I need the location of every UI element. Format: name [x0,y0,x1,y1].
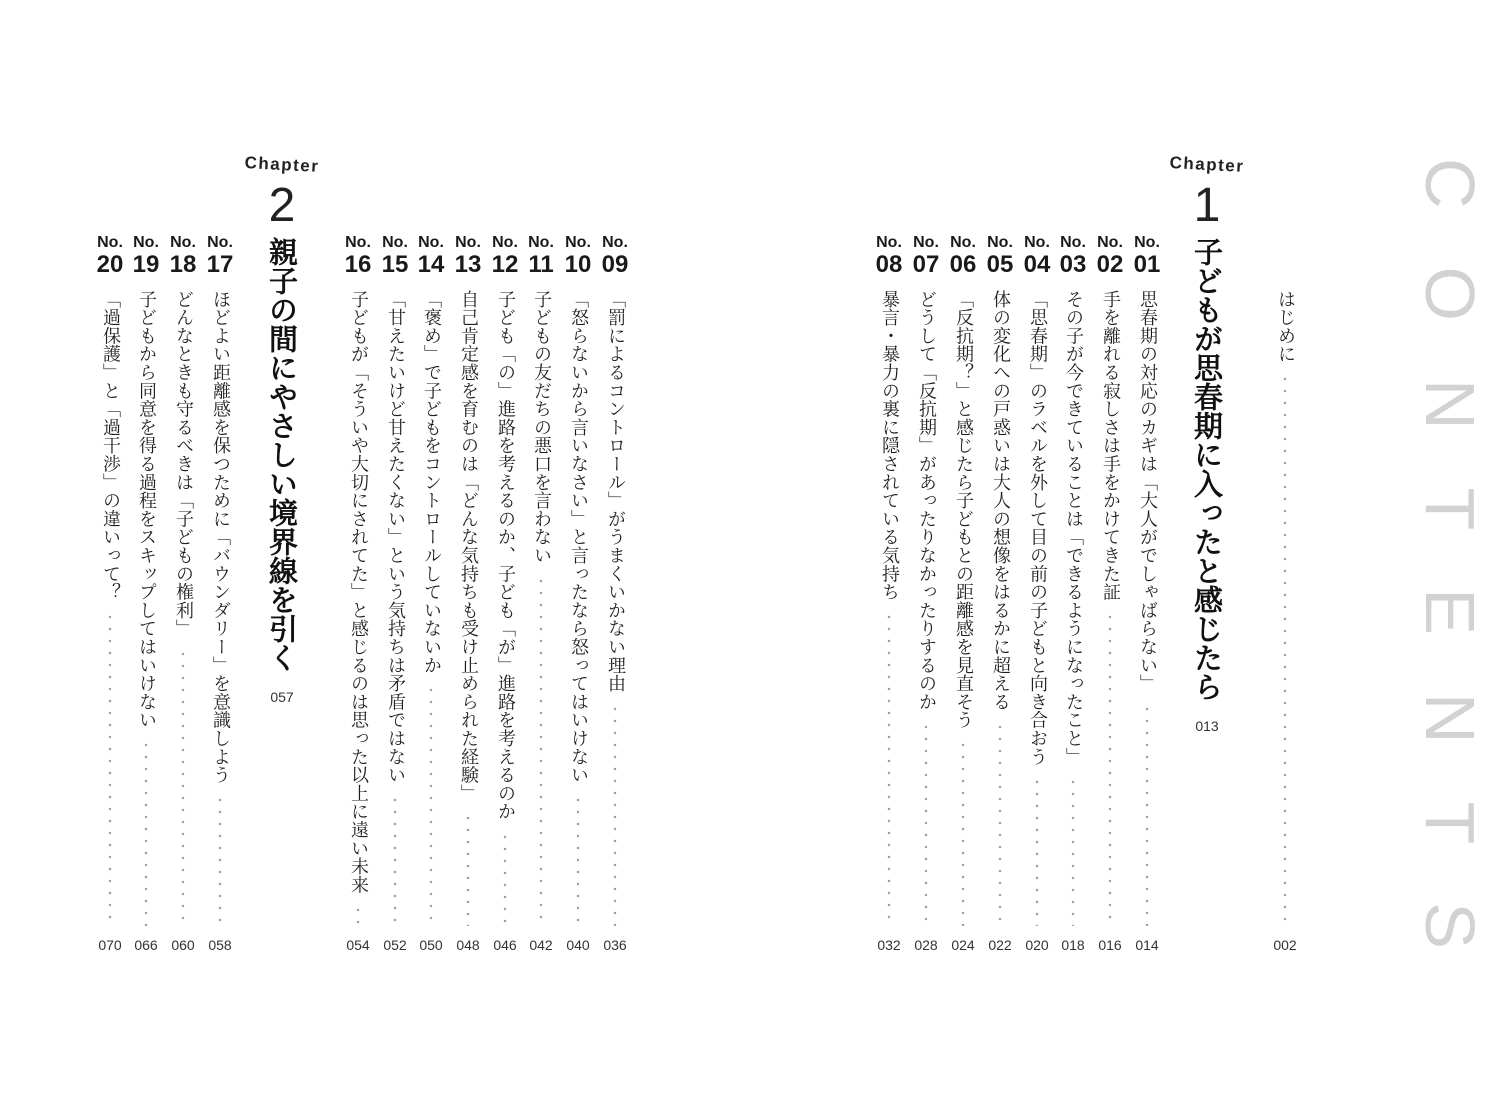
entry-page-number: 020 [1025,937,1049,953]
entry-page-number: 058 [208,937,232,953]
entry-title: 子どもから同意を得る過程をスキップしてはいけない [136,290,157,730]
entry-no-label: No. [455,234,481,251]
entry-title: 子ども「の」進路を考えるのか、子ども「が」進路を考えるのか [495,290,516,821]
entry-body [168,290,198,926]
chapter-1-header [1162,0,1252,1102]
entry-page-number: 060 [171,937,195,953]
dot-leader [1035,776,1039,926]
chapter-2-header [237,0,327,1102]
entry-title: 子どもが「そういや大切にされてた」と感じるのは思った以上に遠い未来 [348,290,369,894]
entry-page-number: 024 [951,937,975,953]
entry-title: 「甘えたいけど甘えたくない」という気持ちは矛盾ではない [385,290,406,785]
entry-page-number: 042 [529,937,553,953]
dot-leader [1145,703,1149,926]
dot-leader [429,684,433,926]
dot-leader [576,794,580,926]
entry-no-label: No. [950,234,976,251]
dot-leader [466,812,470,926]
entry-body [343,290,373,926]
entry-page-number: 046 [493,937,517,953]
entry-no-label: No. [602,234,628,251]
entry-title: 「褒め」で子どもをコントロールしていないか [421,290,442,675]
chapter-label: Chapter [1169,153,1245,176]
entry-no-label: No. [1060,234,1086,251]
chapter-body [262,237,302,857]
entry-no-label: No. [1134,234,1160,251]
entry-body [416,290,446,926]
entry-page-number: 040 [566,937,590,953]
entry-number: 20 [96,251,124,278]
entry-page-number: 016 [1098,937,1122,953]
chapter-page-number: 013 [1195,718,1219,734]
entry-page-number: 050 [419,937,443,953]
entry-body [948,290,978,926]
entry-page-number: 014 [1135,937,1159,953]
entry-body [1270,290,1300,926]
entry-body [1095,290,1125,926]
entry-page-number: 048 [456,937,480,953]
entry-body [985,290,1015,926]
entry-body [380,290,410,926]
entry-title: ほどよい距離感を保つために「バウンダリー」を意識しよう [210,290,231,785]
entry-number: 08 [875,251,903,278]
entry-no-label: No. [565,234,591,251]
entry-no-label: No. [1097,234,1123,251]
entry-title: 手を離れる寂しさは手をかけてきた証 [1100,290,1121,602]
entry-number: 04 [1023,251,1051,278]
entry-body [95,290,125,926]
entry-title: 暴言・暴力の裏に隠されている気持ち [879,290,900,602]
entry-number: 09 [601,251,629,278]
entry-number: 14 [417,251,445,278]
dot-leader [1283,373,1287,926]
entry-number: 17 [206,251,234,278]
chapter-body [1187,237,1227,857]
entry-no-label: No. [418,234,444,251]
chapter-title: 子どもが思春期に入ったと感じたら [1190,237,1224,701]
entry-page-number: 052 [383,937,407,953]
entry-title: 「過保護」と「過干渉」の違いって？ [100,290,121,602]
toc-entry-20 [92,0,128,1102]
entry-page-number: 032 [877,937,901,953]
entry-title: 子どもの友だちの悪口を言わない [531,290,552,565]
toc-entry-intro [1267,0,1303,1102]
dot-leader [998,721,1002,926]
entry-body [1132,290,1162,926]
entry-number: 13 [454,251,482,278]
dot-leader [539,575,543,927]
entry-body [131,290,161,926]
entry-title: はじめに [1275,290,1296,364]
entry-number: 02 [1096,251,1124,278]
entry-body [1022,290,1052,926]
entry-number: 11 [528,251,554,278]
dot-leader [1071,776,1075,926]
entry-no-label: No. [987,234,1013,251]
entry-number: 18 [169,251,197,278]
entry-number: 12 [491,251,519,278]
entry-no-label: No. [97,234,123,251]
entry-page-number: 036 [603,937,627,953]
entry-page-number: 066 [134,937,158,953]
entry-body [453,290,483,926]
entry-number: 01 [1133,251,1161,278]
dot-leader [218,794,222,926]
chapter-label: Chapter [244,153,320,176]
entry-number: 10 [564,251,592,278]
dot-leader [503,831,507,926]
entry-number: 05 [986,251,1014,278]
entry-body [600,290,630,926]
dot-leader [887,611,891,926]
entry-no-label: No. [133,234,159,251]
dot-leader [108,611,112,926]
entry-no-label: No. [382,234,408,251]
entry-body [490,290,520,926]
entry-number: 03 [1059,251,1087,278]
entry-title: 「思春期」のラベルを外して目の前の子どもと向き合おう [1027,290,1048,766]
entry-body [205,290,235,926]
entry-number: 07 [912,251,940,278]
entry-number: 19 [132,251,160,278]
entry-page-number: 028 [914,937,938,953]
entry-no-label: No. [345,234,371,251]
entry-no-label: No. [528,234,554,251]
entry-number: 06 [949,251,977,278]
entry-body [911,290,941,926]
dot-leader [924,721,928,926]
dot-leader [356,904,360,926]
entry-title: 思春期の対応のカギは「大人がでしゃばらない」 [1137,290,1158,693]
entry-title: 「反抗期？」と感じたら子どもとの距離感を見直そう [953,290,974,730]
dot-leader [613,703,617,926]
dot-leader [181,648,185,926]
dot-leader [961,739,965,926]
entry-title: どんなときも守るべきは「子どもの権利」 [173,290,194,638]
entry-page-number: 070 [98,937,122,953]
chapter-number: 2 [268,179,296,232]
entry-page-number: 022 [988,937,1012,953]
entry-no-label: No. [913,234,939,251]
entry-number: 16 [344,251,372,278]
entry-title: 「怒らないから言いなさい」と言ったなら怒ってはいけない [568,290,589,785]
contents-heading: CONTENTS [1411,158,1489,1007]
entry-title: どうして「反抗期」があったりなかったりするのか [916,290,937,711]
entry-number: 15 [381,251,409,278]
entry-body [874,290,904,926]
entry-title: その子が今できていることは「できるようになったこと」 [1063,290,1084,766]
entry-body [526,290,556,926]
entry-title: 自己肯定感を育むのは「どんな気持ちも受け止められた経験」 [458,290,479,803]
entry-page-number: 002 [1273,937,1297,953]
entry-body [563,290,593,926]
dot-leader [393,794,397,926]
entry-no-label: No. [1024,234,1050,251]
entry-no-label: No. [170,234,196,251]
entry-title: 体の変化への戸惑いは大人の想像をはるかに超える [990,290,1011,711]
entry-body [1058,290,1088,926]
toc-entry-08 [871,0,907,1102]
entry-page-number: 018 [1061,937,1085,953]
entry-no-label: No. [876,234,902,251]
entry-page-number: 054 [346,937,370,953]
entry-no-label: No. [207,234,233,251]
dot-leader [144,739,148,926]
dot-leader [1108,611,1112,926]
chapter-page-number: 057 [270,689,294,705]
toc-entry-16 [340,0,376,1102]
chapter-title: 親子の間にやさしい境界線を引く [265,237,299,672]
entry-no-label: No. [492,234,518,251]
entry-title: 「罰によるコントロール」がうまくいかない理由 [605,290,626,693]
chapter-number: 1 [1193,179,1221,232]
